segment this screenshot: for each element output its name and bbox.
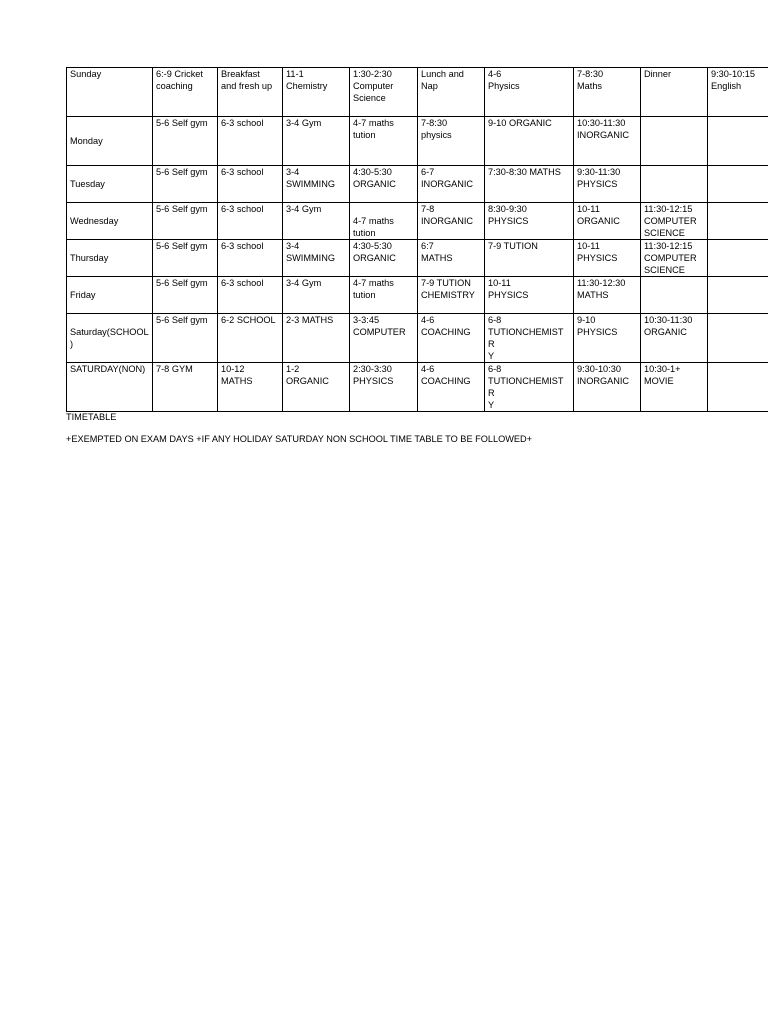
table-cell: 9:30-10:15 English — [708, 68, 768, 117]
table-cell: 11:30-12:15 COMPUTER SCIENCE — [641, 203, 708, 240]
table-cell: 7-8:30 physics — [418, 117, 485, 166]
table-cell: 2-3 MATHS — [283, 314, 350, 363]
table-cell: 7-8 INORGANIC — [418, 203, 485, 240]
table-cell: Dinner — [641, 68, 708, 117]
table-cell — [708, 240, 768, 277]
table-cell — [708, 203, 768, 240]
table-cell: 7-8 GYM — [153, 363, 218, 412]
table-cell: 6-2 SCHOOL — [218, 314, 283, 363]
table-cell — [708, 277, 768, 314]
timetable-note: +EXEMPTED ON EXAM DAYS +IF ANY HOLIDAY SATURDAY NON SCHOOL TIME TABLE TO BE FOLLOWED+ — [66, 434, 533, 444]
table-cell: 1-2 ORGANIC — [283, 363, 350, 412]
table-row — [67, 314, 768, 363]
day-cell: Monday — [67, 117, 153, 166]
table-cell: 9:30-10:30 INORGANIC — [574, 363, 641, 412]
table-cell: 10:30-1+ MOVIE — [641, 363, 708, 412]
table-cell: 4-6 COACHING — [418, 314, 485, 363]
table-cell: 5-6 Self gym — [153, 203, 218, 240]
table-cell: 10-12 MATHS — [218, 363, 283, 412]
table-row — [67, 166, 768, 203]
table-row — [67, 203, 768, 240]
day-cell: Friday — [67, 277, 153, 314]
table-row — [67, 240, 768, 277]
table-cell: 6-3 school — [218, 166, 283, 203]
table-cell: 5-6 Self gym — [153, 314, 218, 363]
table-cell: 6-3 school — [218, 277, 283, 314]
table-cell: 4-7 maths tution — [350, 277, 418, 314]
table-cell: 3-4 Gym — [283, 203, 350, 240]
table-cell: 4-7 maths tution — [350, 203, 418, 240]
table-cell: 6-8 TUTIONCHEMISTR Y — [485, 314, 574, 363]
table-cell: 9-10 PHYSICS — [574, 314, 641, 363]
table-cell: 10:30-11:30 INORGANIC — [574, 117, 641, 166]
table-cell: 4:30-5:30 ORGANIC — [350, 240, 418, 277]
table-cell: 6-7 INORGANIC — [418, 166, 485, 203]
table-cell: 7-9 TUTION — [485, 240, 574, 277]
table-row — [67, 68, 768, 117]
table-cell — [641, 117, 708, 166]
table-cell — [641, 277, 708, 314]
table-cell: 6-3 school — [218, 117, 283, 166]
table-cell: 5-6 Self gym — [153, 277, 218, 314]
table-cell: 3-4 Gym — [283, 117, 350, 166]
table-cell: 5-6 Self gym — [153, 166, 218, 203]
table-cell: 6-3 school — [218, 240, 283, 277]
day-cell: Thursday — [67, 240, 153, 277]
table-cell: 6-3 school — [218, 203, 283, 240]
table-cell — [641, 166, 708, 203]
table-cell: 6-8 TUTIONCHEMISTR Y — [485, 363, 574, 412]
table-cell — [708, 117, 768, 166]
table-cell: 10-11 ORGANIC — [574, 203, 641, 240]
table-cell: 10-11 PHYSICS — [485, 277, 574, 314]
day-cell: Saturday(SCHOOL) — [67, 314, 153, 363]
table-cell: 4:30-5:30 ORGANIC — [350, 166, 418, 203]
table-cell — [708, 314, 768, 363]
table-caption: TIMETABLE — [66, 412, 117, 422]
table-cell: 7-9 TUTION CHEMISTRY — [418, 277, 485, 314]
table-cell: 3-4 Gym — [283, 277, 350, 314]
table-row — [67, 277, 768, 314]
table-cell: 8:30-9:30 PHYSICS — [485, 203, 574, 240]
timetable — [66, 67, 768, 412]
table-cell: 3-3:45 COMPUTER — [350, 314, 418, 363]
table-cell: 3-4 SWIMMING — [283, 166, 350, 203]
table-cell: 4-6 Physics — [485, 68, 574, 117]
table-cell: Breakfast and fresh up — [218, 68, 283, 117]
table-cell: 2:30-3:30 PHYSICS — [350, 363, 418, 412]
table-cell: 4-7 maths tution — [350, 117, 418, 166]
table-cell: 11:30-12:30 MATHS — [574, 277, 641, 314]
table-cell: 9-10 ORGANIC — [485, 117, 574, 166]
table-cell: 1:30-2:30 Computer Science — [350, 68, 418, 117]
table-cell: 10-11 PHYSICS — [574, 240, 641, 277]
table-cell — [708, 166, 768, 203]
table-cell: 9:30-11:30 PHYSICS — [574, 166, 641, 203]
day-cell: Tuesday — [67, 166, 153, 203]
table-row — [67, 117, 768, 166]
table-cell: 4-6 COACHING — [418, 363, 485, 412]
table-cell: 7-8:30 Maths — [574, 68, 641, 117]
table-cell: 6:-9 Cricket coaching — [153, 68, 218, 117]
table-cell: 11-1 Chemistry — [283, 68, 350, 117]
table-cell: 7:30-8:30 MATHS — [485, 166, 574, 203]
table-cell: 5-6 Self gym — [153, 117, 218, 166]
table-cell — [708, 363, 768, 412]
table-cell: 10:30-11:30 ORGANIC — [641, 314, 708, 363]
table-cell: 3-4 SWIMMING — [283, 240, 350, 277]
table-cell: Lunch and Nap — [418, 68, 485, 117]
day-cell: Sunday — [67, 68, 153, 117]
day-cell: Wednesday — [67, 203, 153, 240]
table-cell: 11:30-12:15 COMPUTER SCIENCE — [641, 240, 708, 277]
table-row — [67, 363, 768, 412]
table-cell: 5-6 Self gym — [153, 240, 218, 277]
table-cell: 6:7 MATHS — [418, 240, 485, 277]
day-cell: SATURDAY(NON) — [67, 363, 153, 412]
